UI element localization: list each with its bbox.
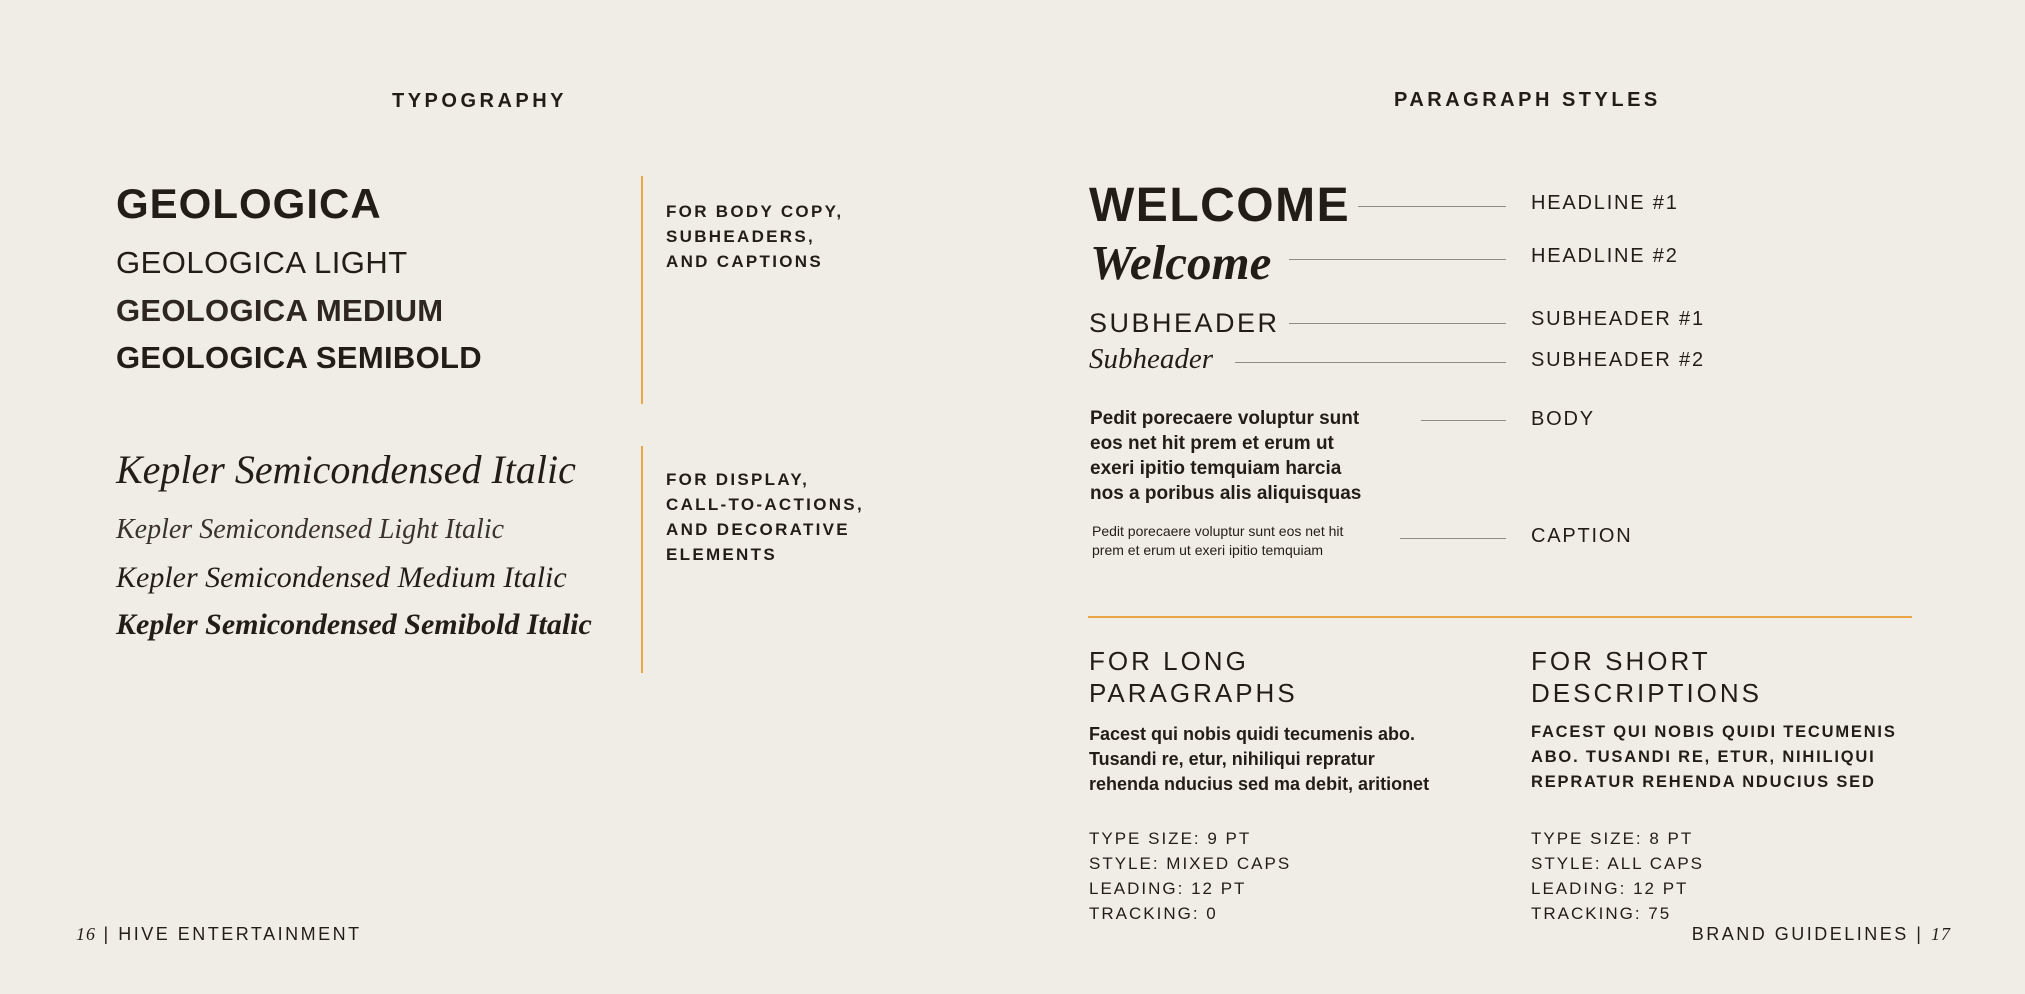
geologica-medium-sample: GEOLOGICA MEDIUM (116, 293, 444, 328)
caption-sample (1092, 522, 1343, 560)
right-footer (1692, 924, 1951, 945)
short-heading-line: FOR SHORT (1531, 646, 1711, 676)
spec-type-size: TYPE SIZE: 8 PT (1531, 829, 1694, 848)
headline2-label: HEADLINE #2 (1531, 245, 1679, 267)
footer-company-name: HIVE ENTERTAINMENT (118, 924, 362, 944)
left-page-number: 16 (76, 924, 96, 944)
spec-tracking: TRACKING: 0 (1089, 904, 1218, 923)
long-heading-line: PARAGRAPHS (1089, 678, 1298, 708)
body-leader-line (1421, 420, 1506, 421)
subheader1-label: SUBHEADER #1 (1531, 308, 1705, 330)
long-text-line: rehenda nducius sed ma debit, aritionet (1089, 774, 1430, 794)
spec-leading: LEADING: 12 PT (1531, 879, 1689, 898)
footer-separator: | (103, 924, 111, 944)
spec-type-size: TYPE SIZE: 9 PT (1089, 829, 1252, 848)
geologica-light-sample: GEOLOGICA LIGHT (116, 245, 408, 280)
section-divider (1088, 616, 1912, 618)
subheader1-leader-line (1289, 323, 1506, 324)
footer-separator: | (1916, 924, 1924, 944)
caption-sample-line: Pedit porecaere voluptur sunt eos net hit (1092, 523, 1344, 539)
kepler-note-line: FOR DISPLAY, (666, 470, 810, 489)
left-footer (76, 924, 362, 945)
geologica-note-line: SUBHEADERS, (666, 227, 816, 246)
geologica-note-line: FOR BODY COPY, (666, 202, 844, 221)
geologica-usage-note (666, 199, 843, 274)
kepler-italic-sample: Kepler Semicondensed Italic (116, 447, 576, 492)
subheader2-leader-line (1235, 362, 1506, 363)
body-sample-line: eos net hit prem et erum ut (1090, 433, 1334, 454)
kepler-light-italic-sample: Kepler Semicondensed Light Italic (116, 514, 505, 545)
short-text-line: REPRATUR REHENDA NDUCIUS SED (1531, 773, 1876, 791)
geologica-accent-rule (641, 176, 643, 404)
body-sample-line: nos a poribus alis aliquisquas (1090, 483, 1362, 504)
long-text-line: Tusandi re, etur, nihiliqui repratur (1089, 749, 1375, 769)
long-paragraph-sample (1089, 722, 1429, 797)
headline1-leader-line (1358, 206, 1506, 207)
headline2-sample: Welcome (1090, 235, 1272, 290)
geologica-semibold-sample: GEOLOGICA SEMIBOLD (116, 340, 482, 375)
geologica-note-line: AND CAPTIONS (666, 252, 823, 271)
spec-style: STYLE: MIXED CAPS (1089, 854, 1292, 873)
caption-label: CAPTION (1531, 525, 1633, 547)
caption-leader-line (1400, 538, 1506, 539)
body-sample (1090, 406, 1361, 506)
kepler-semibold-italic-sample: Kepler Semicondensed Semibold Italic (116, 608, 592, 641)
short-text-line: ABO. TUSANDI RE, ETUR, NIHILIQUI (1531, 748, 1876, 766)
short-descriptions-heading (1531, 645, 1762, 709)
headline2-leader-line (1289, 259, 1506, 260)
short-text-line: FACEST QUI NOBIS QUIDI TECUMENIS (1531, 723, 1897, 741)
kepler-accent-rule (641, 446, 643, 673)
long-text-line: Facest qui nobis quidi tecumenis abo. (1089, 724, 1416, 744)
subheader2-label: SUBHEADER #2 (1531, 349, 1705, 371)
right-page-number: 17 (1931, 924, 1951, 944)
kepler-medium-italic-sample: Kepler Semicondensed Medium Italic (116, 561, 567, 594)
subheader2-sample: Subheader (1089, 343, 1214, 375)
short-description-sample (1531, 720, 1897, 795)
typography-title: TYPOGRAPHY (392, 90, 568, 112)
body-sample-line: exeri ipitio temquiam harcia (1090, 458, 1342, 479)
kepler-note-line: CALL-TO-ACTIONS, (666, 495, 864, 514)
spec-tracking: TRACKING: 75 (1531, 904, 1672, 923)
spec-style: STYLE: ALL CAPS (1531, 854, 1704, 873)
kepler-note-line: AND DECORATIVE (666, 520, 850, 539)
paragraph-styles-title: PARAGRAPH STYLES (1394, 89, 1661, 111)
spec-leading: LEADING: 12 PT (1089, 879, 1247, 898)
body-sample-line: Pedit porecaere voluptur sunt (1090, 408, 1360, 429)
kepler-usage-note (666, 467, 864, 567)
subheader1-sample: SUBHEADER (1089, 308, 1280, 338)
short-heading-line: DESCRIPTIONS (1531, 678, 1763, 708)
headline1-sample: WELCOME (1089, 179, 1351, 232)
kepler-note-line: ELEMENTS (666, 545, 777, 564)
footer-document-name: BRAND GUIDELINES (1691, 924, 1909, 944)
headline1-label: HEADLINE #1 (1531, 192, 1679, 214)
short-description-specs (1531, 826, 1704, 926)
long-paragraph-specs (1089, 826, 1291, 926)
body-label: BODY (1531, 408, 1595, 430)
caption-sample-line: prem et erum ut exeri ipitio temquiam (1092, 542, 1324, 558)
long-heading-line: FOR LONG (1089, 646, 1249, 676)
long-paragraphs-heading (1089, 645, 1298, 709)
geologica-regular-sample: GEOLOGICA (116, 180, 382, 227)
